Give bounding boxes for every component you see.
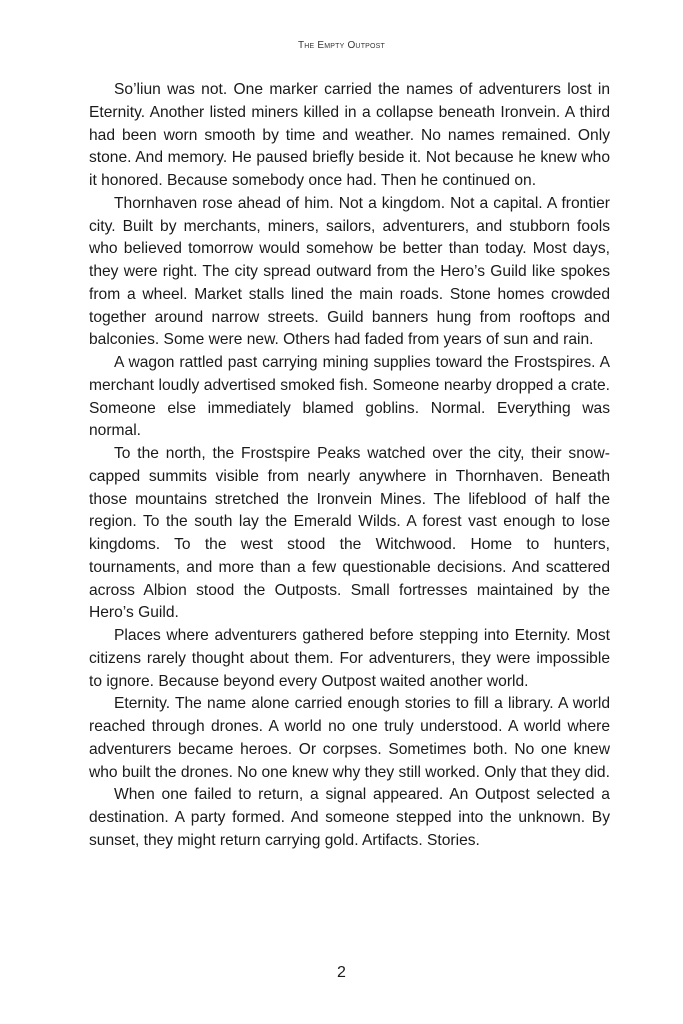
running-header-title: The Empty Outpost <box>297 40 386 51</box>
body-text <box>89 79 610 853</box>
paragraph: Thornhaven rose ahead of him. Not a kingdom. Not a capital. A frontier city. Built by merchants, miners, sailors, adventurers, and stubborn fools who believed tomorrow would somehow be better than today. Most days, they were right. The city spread outward from the Hero’s Guild like spokes from a wheel. Market stalls lined the main roads. Stone homes crowded together around narrow streets. Guild banners hung from rooftops and balconies. Some were new. Others had faded from years of sun and rain. <box>89 194 610 349</box>
paragraph: So’liun was not. One marker carried the names of adventurers lost in Eternity. Another listed miners killed in a collapse beneath Ironvein. A third had been worn smooth by time and weather. No names remained. Only stone. And memory. He paused briefly beside it. Not because he knew who it honored. Because somebody once had. Then he continued on. <box>89 81 610 189</box>
paragraph: Eternity. The name alone carried enough stories to fill a library. A world reached through drones. A world no one truly understood. A world where adventurers became heroes. Or corpses. Sometimes both. No one knew who built the drones. No one knew why they still worked. Only that they did. <box>89 695 610 781</box>
page-number: 2 <box>337 964 346 981</box>
paragraph: To the north, the Frostspire Peaks watched over the city, their snow-capped summits visible from nearly anywhere in Thornhaven. Beneath those mountains stretched the Ironvein Mines. The lifeblood of half the region. To the south lay the Emerald Wilds. A forest vast enough to lose kingdoms. To the west stood the Witchwood. Home to hunters, tournaments, and more than a few questionable decisions. And scattered across Albion stood the Outposts. Small fortresses maintained by the Hero’s Guild. <box>89 445 610 622</box>
paragraph: A wagon rattled past carrying mining supplies toward the Frostspires. A merchant loudly advertised smoked fish. Someone nearby dropped a crate. Someone else immediately blamed goblins. Normal. Everything was normal. <box>89 354 610 440</box>
paragraph: Places where adventurers gathered before stepping into Eternity. Most citizens rarely thought about them. For adventurers, they were impossible to ignore. Because beyond every Outpost waited another world. <box>89 627 610 690</box>
paragraph: When one failed to return, a signal appeared. An Outpost selected a destination. A party formed. And someone stepped into the unknown. By sunset, they might return carrying gold. Artifacts. Stories. <box>89 786 610 849</box>
